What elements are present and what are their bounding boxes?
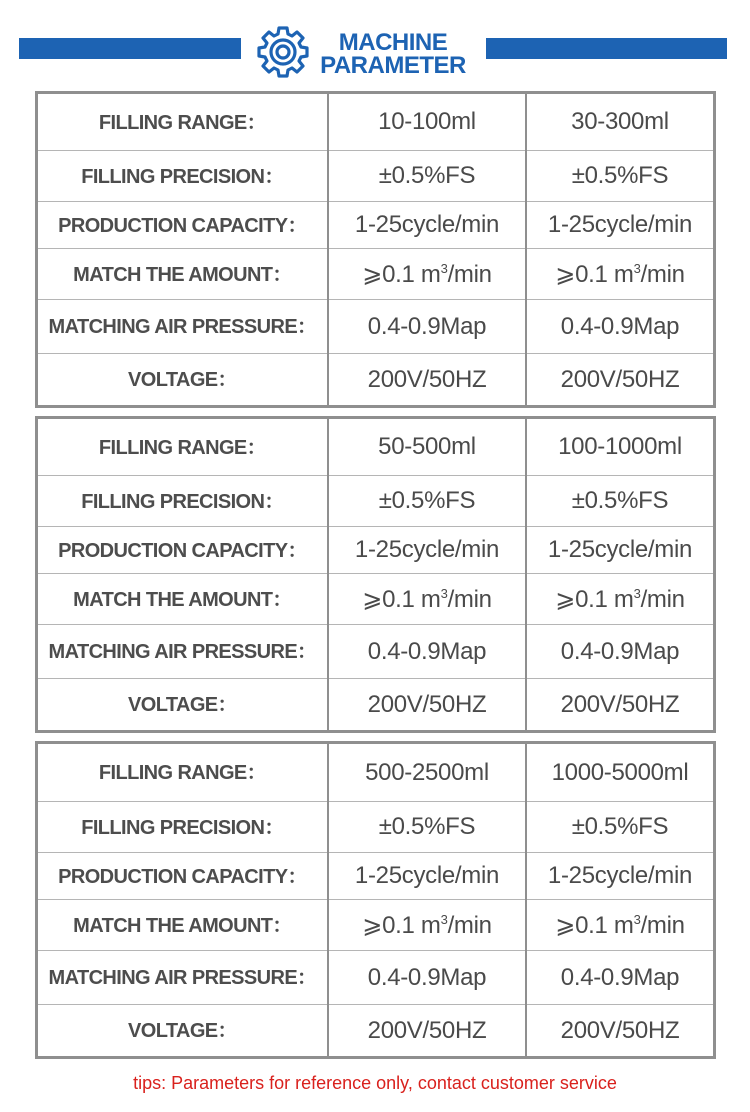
table-row xyxy=(37,202,715,249)
air-pressure-value: 0.4-0.9Map xyxy=(328,300,526,354)
voltage-label: VOLTAGE： xyxy=(37,354,329,407)
filling-precision-label: FILLING PRECISION： xyxy=(37,476,329,527)
table-row xyxy=(37,93,715,151)
spec-table-3 xyxy=(35,741,716,1059)
table-row xyxy=(37,625,715,679)
table-row xyxy=(37,249,715,300)
header-bar-right xyxy=(486,38,727,59)
production-capacity-label: PRODUCTION CAPACITY： xyxy=(37,853,329,900)
filling-range-value: 500-2500ml xyxy=(328,743,526,802)
voltage-value: 200V/50HZ xyxy=(328,1005,526,1058)
production-capacity-label: PRODUCTION CAPACITY： xyxy=(37,527,329,574)
spec-table-1 xyxy=(35,91,716,408)
table-row xyxy=(37,802,715,853)
filling-precision-value: ±0.5%FS xyxy=(328,476,526,527)
filling-range-value: 10-100ml xyxy=(328,93,526,151)
match-amount-value: ⩾0.1 $m^3/\min$ xyxy=(328,574,526,625)
filling-precision-value: ±0.5%FS xyxy=(526,802,715,853)
table-row xyxy=(37,418,715,476)
table-row xyxy=(37,951,715,1005)
production-capacity-value: 1-25cycle/min xyxy=(526,527,715,574)
title-line-2: PARAMETER xyxy=(320,52,466,79)
filling-range-value: 100-1000ml xyxy=(526,418,715,476)
title-line-1: MACHINE xyxy=(338,29,448,56)
air-pressure-label: MATCHING AIR PRESSURE： xyxy=(37,300,329,354)
match-amount-label: MATCH THE AMOUNT： xyxy=(37,574,329,625)
filling-precision-value: ±0.5%FS xyxy=(526,476,715,527)
match-amount-value: ⩾0.1 $m^3/\min$ xyxy=(328,249,526,300)
filling-range-value: 30-300ml xyxy=(526,93,715,151)
voltage-label: VOLTAGE： xyxy=(37,679,329,732)
filling-precision-value: ±0.5%FS xyxy=(328,151,526,202)
air-pressure-label: MATCHING AIR PRESSURE： xyxy=(37,625,329,679)
match-amount-label: MATCH THE AMOUNT： xyxy=(37,249,329,300)
production-capacity-value: 1-25cycle/min xyxy=(526,202,715,249)
voltage-label: VOLTAGE： xyxy=(37,1005,329,1058)
voltage-value: 200V/50HZ xyxy=(526,1005,715,1058)
match-amount-value: ⩾0.1 $m^3/\min$ xyxy=(526,249,715,300)
production-capacity-value: 1-25cycle/min xyxy=(526,853,715,900)
production-capacity-value: 1-25cycle/min xyxy=(328,202,526,249)
air-pressure-value: 0.4-0.9Map xyxy=(328,625,526,679)
table-row xyxy=(37,574,715,625)
filling-precision-value: ±0.5%FS xyxy=(526,151,715,202)
air-pressure-value: 0.4-0.9Map xyxy=(526,625,715,679)
gear-icon xyxy=(256,25,310,79)
filling-range-label: FILLING RANGE： xyxy=(37,743,329,802)
table-row xyxy=(37,300,715,354)
voltage-value: 200V/50HZ xyxy=(526,354,715,407)
spec-table-2 xyxy=(35,416,716,733)
voltage-value: 200V/50HZ xyxy=(328,679,526,732)
air-pressure-label: MATCHING AIR PRESSURE： xyxy=(37,951,329,1005)
filling-precision-label: FILLING PRECISION： xyxy=(37,802,329,853)
production-capacity-value: 1-25cycle/min xyxy=(328,527,526,574)
production-capacity-value: 1-25cycle/min xyxy=(328,853,526,900)
air-pressure-value: 0.4-0.9Map xyxy=(526,300,715,354)
filling-range-label: FILLING RANGE： xyxy=(37,93,329,151)
tips-note: tips: Parameters for reference only, contact customer service xyxy=(133,1073,617,1093)
air-pressure-value: 0.4-0.9Map xyxy=(328,951,526,1005)
table-row xyxy=(37,151,715,202)
filling-range-value: 1000-5000ml xyxy=(526,743,715,802)
match-amount-label: MATCH THE AMOUNT： xyxy=(37,900,329,951)
filling-precision-value: ±0.5%FS xyxy=(328,802,526,853)
match-amount-value: ⩾0.1 $m^3/\min$ xyxy=(526,574,715,625)
production-capacity-label: PRODUCTION CAPACITY： xyxy=(37,202,329,249)
filling-range-label: FILLING RANGE： xyxy=(37,418,329,476)
table-row xyxy=(37,853,715,900)
table-row xyxy=(37,476,715,527)
filling-precision-label: FILLING PRECISION： xyxy=(37,151,329,202)
table-row xyxy=(37,354,715,407)
table-row xyxy=(37,527,715,574)
voltage-value: 200V/50HZ xyxy=(328,354,526,407)
air-pressure-value: 0.4-0.9Map xyxy=(526,951,715,1005)
match-amount-value: ⩾0.1 $m^3/\min$ xyxy=(526,900,715,951)
header-bar-left xyxy=(19,38,241,59)
table-row xyxy=(37,1005,715,1058)
match-amount-value: ⩾0.1 $m^3/\min$ xyxy=(328,900,526,951)
voltage-value: 200V/50HZ xyxy=(526,679,715,732)
table-row xyxy=(37,679,715,732)
filling-range-value: 50-500ml xyxy=(328,418,526,476)
page-title xyxy=(313,31,473,77)
table-row xyxy=(37,900,715,951)
table-row xyxy=(37,743,715,802)
